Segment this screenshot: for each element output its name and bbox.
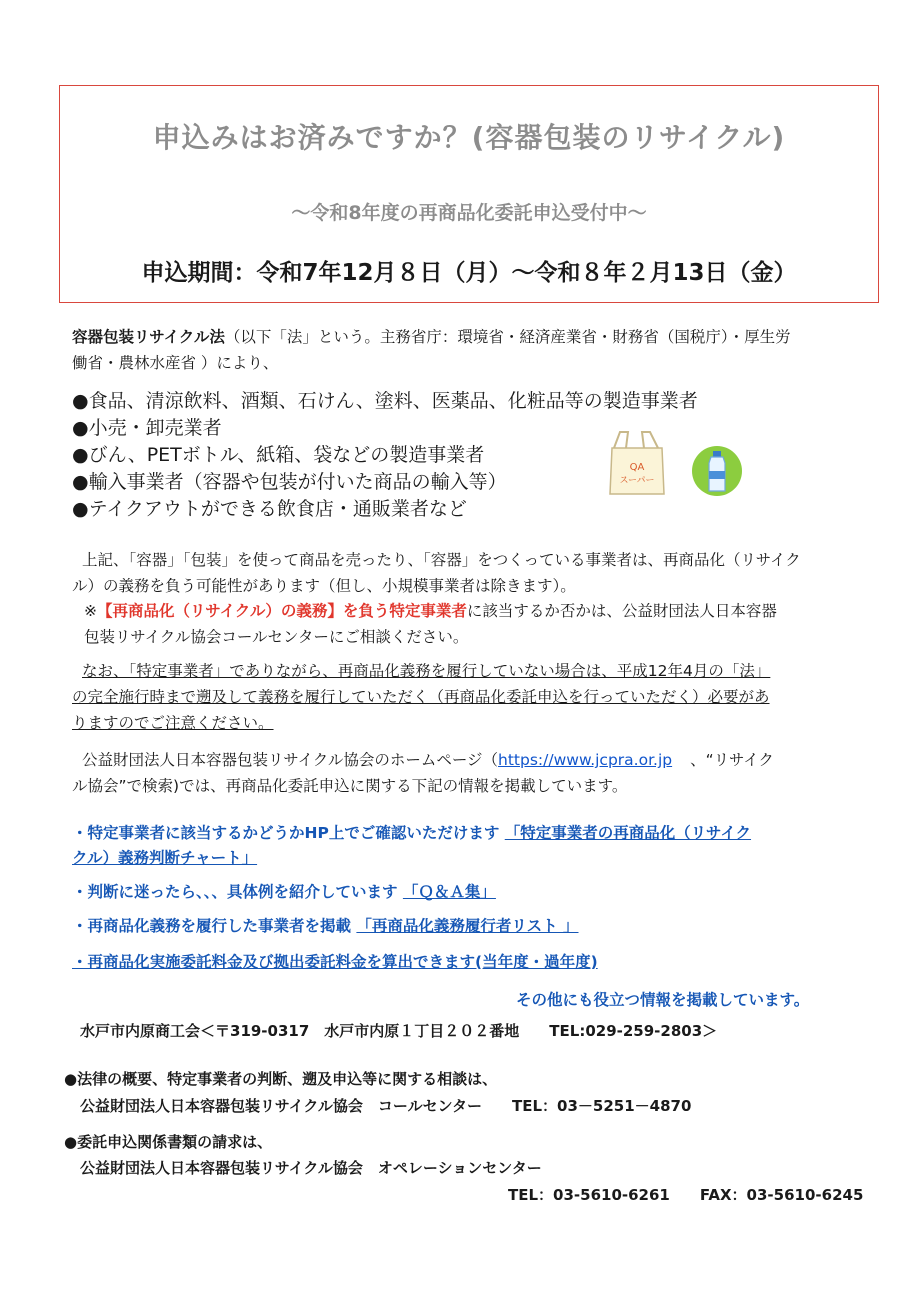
local-contact: 水戸市内原商工会＜〒319-0317 水戸市内原１丁目２０２番地 TEL:029-259-2803＞ [80,1022,718,1040]
specific-business-line2: 包装リサイクル協会コールセンターにご相談ください。 [84,628,469,646]
fulfilled-list-link[interactable]: 「再商品化義務履行者リスト 」 [356,917,579,935]
warning-line3: りますのでご注意ください。 [72,714,274,732]
obligation-line1: 上記、「容器」「包装」を使って商品を売ったり、「容器」をつくっている事業者は、再商品化（リサイク [82,551,801,569]
svg-text:スーパー: スーパー [619,476,655,486]
header-box [59,85,879,303]
info-item-fulfilled-list [72,914,579,939]
target-business-list [72,388,698,523]
obligation-paragraph [72,547,892,599]
operation-center-phones: TEL：03-5610-6261 FAX：03-5610-6245 [508,1186,864,1204]
list-item: ●輸入事業者（容器や包装が付いた商品の輸入等） [72,471,507,493]
intro-line1: （以下「法」という。主務省庁：環境省・経済産業省・財務省（国税庁）・厚生労 [224,328,791,346]
shopping-bag-icon [606,428,668,498]
homepage-line2: ル協会”で検索)では、再商品化委託申込に関する下記の情報を掲載しています。 [72,777,628,795]
retroactive-warning [72,658,892,736]
application-period: 申込期間：令和7年12月８日（月）～令和８年２月13日（金） [141,260,797,286]
list-item: ●びん、PETボトル、紙箱、袋などの製造事業者 [72,444,485,466]
list-item: ●小売・卸売業者 [72,417,222,439]
warning-line2: の完全施行時まで遡及して義務を履行していただく（再商品化委託申込を行っていただく）必要があ [72,688,770,706]
info-item-judgment-chart [72,821,872,871]
page-title: 申込みはお済みですか？(容器包装のリサイクル) [152,121,786,154]
info-item-lead: ・再商品化義務を履行した事業者を掲載 [72,917,357,935]
info-item-lead: ・判断に迷ったら、、、具体例を紹介しています [72,883,403,901]
fee-calculator-link[interactable]: ・再商品化実施委託料金及び拠出委託料金を算出できます(当年度・過年度) [72,953,598,971]
intro-line2: 働省・農林水産省 ）により、 [72,354,279,372]
info-item-fee-calculator [72,950,598,975]
obligation-line2: ル）の義務を負う可能性があります（但し、小規模事業者は除きます）。 [72,577,576,595]
more-info-note: その他にも役立つ情報を掲載しています。 [516,991,810,1009]
homepage-link[interactable]: https://www.jcpra.or.jp [498,751,673,769]
homepage-paragraph [72,747,892,799]
svg-text:QA: QA [629,462,645,473]
homepage-line1: 公益財団法人日本容器包装リサイクル協会のホームページ（ [82,751,499,769]
homepage-line1-end: 、“リサイク [690,751,774,769]
warning-line1: なお、「特定事業者」でありながら、再商品化義務を履行していない場合は、平成12年4月の「法」 [82,662,771,680]
note-mark: ※ [84,602,97,620]
intro-paragraph [72,324,882,376]
list-item: ●テイクアウトができる飲食店・通販業者など [72,498,467,520]
plastic-bottle-icon [691,445,743,497]
obligation-emphasis: 【再商品化（リサイクル）の義務】を負う特定事業者 [97,602,467,620]
specific-business-line1: に該当するか否かは、公益財団法人日本容器 [466,602,777,620]
contact-heading-operation-center: ●委託申込関係書類の請求は、 [64,1133,273,1151]
contact-operation-center: 公益財団法人日本容器包装リサイクル協会 オペレーションセンター [80,1159,542,1177]
info-item-lead: ・特定事業者に該当するかどうかHP上でご確認いただけます [72,824,505,842]
info-item-qa [72,880,496,905]
judgment-chart-link[interactable]: 「特定事業者の再商品化（リサイク [504,824,752,842]
contact-call-center: 公益財団法人日本容器包装リサイクル協会 コールセンター TEL：03－5251－4870 [80,1097,692,1115]
page-subtitle: ～令和8年度の再商品化委託申込受付中～ [291,202,647,224]
judgment-chart-link-cont[interactable]: クル）義務判断チャート」 [72,849,258,867]
contact-heading-call-center: ●法律の概要、特定事業者の判断、遡及申込等に関する相談は、 [64,1070,498,1088]
specific-business-paragraph [84,598,894,650]
list-item: ●食品、清涼飲料、酒類、石けん、塗料、医薬品、化粧品等の製造事業者 [72,390,698,412]
law-name: 容器包装リサイクル法 [72,328,225,346]
qa-link[interactable]: 「Ｑ＆Ａ集」 [402,883,496,901]
